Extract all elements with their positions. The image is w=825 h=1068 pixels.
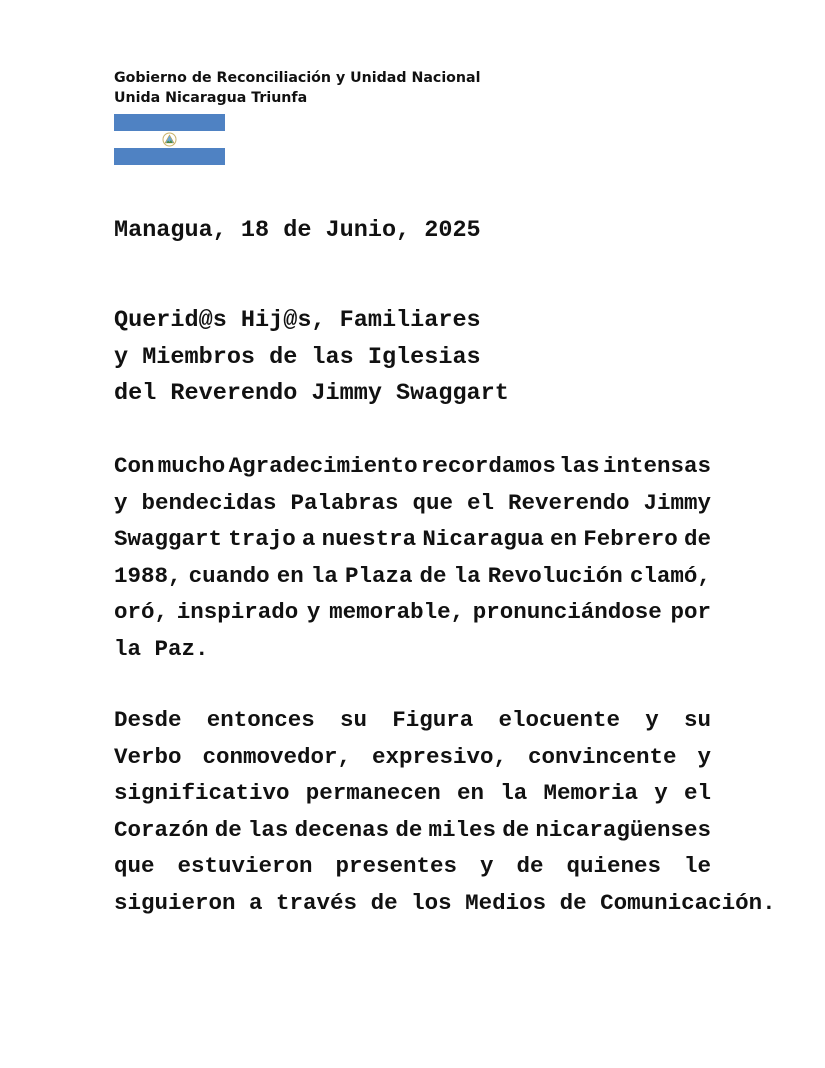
- paragraph-line: [114, 850, 711, 887]
- word: que: [114, 853, 155, 880]
- word: significativo: [114, 780, 290, 807]
- word: 1988,: [114, 562, 182, 589]
- coat-of-arms-icon: [162, 132, 177, 147]
- word: Revolución: [487, 562, 623, 589]
- paragraph-line: [114, 450, 711, 487]
- word: oró,: [114, 599, 169, 626]
- word: inspirado: [176, 599, 299, 626]
- word: el: [466, 489, 494, 516]
- word: Reverendo: [507, 489, 630, 516]
- word: la: [114, 635, 142, 662]
- word: convincente: [527, 743, 677, 770]
- word: siguieron: [114, 889, 236, 916]
- paragraph-line: [114, 633, 711, 670]
- word: expresivo,: [371, 743, 508, 770]
- word: la: [500, 780, 528, 807]
- word: pronunciándose: [472, 599, 662, 626]
- government-slogan: Unida Nicaragua Triunfa: [114, 90, 308, 106]
- word: intensas: [602, 453, 711, 479]
- word: entonces: [206, 707, 315, 733]
- word: Desde: [114, 707, 182, 733]
- word: de: [214, 816, 242, 843]
- word: y: [697, 743, 711, 770]
- government-name: Gobierno de Reconciliación y Unidad Nacional: [114, 70, 481, 86]
- word: través: [276, 889, 358, 916]
- word: estuvieron: [177, 853, 313, 880]
- word: de: [559, 889, 587, 916]
- word: permanecen: [305, 780, 441, 807]
- word: Paz.: [154, 635, 209, 662]
- paragraph-line: [114, 596, 711, 633]
- word: en: [550, 526, 578, 553]
- word: Febrero: [583, 526, 678, 553]
- word: y: [306, 599, 321, 626]
- word: conmovedor,: [202, 743, 352, 770]
- letter-date: Managua, 18 de Junio, 2025: [114, 217, 481, 244]
- paragraph-line: [114, 523, 711, 560]
- word: su: [339, 707, 367, 733]
- word: Memoria: [543, 780, 638, 807]
- word: Con: [114, 453, 155, 479]
- word: recordamos: [420, 453, 556, 479]
- word: a: [301, 526, 316, 553]
- word: Swaggart: [114, 526, 223, 553]
- paragraph-line: [114, 487, 711, 524]
- word: de: [683, 526, 711, 553]
- word: quienes: [566, 853, 661, 880]
- paragraph-1: [114, 450, 711, 670]
- word: Medios: [465, 889, 547, 916]
- word: las: [559, 453, 600, 479]
- word: de: [502, 816, 530, 843]
- salutation-line: Querid@s Hij@s, Familiares: [114, 307, 481, 334]
- word: de: [370, 889, 398, 916]
- word: de: [395, 816, 423, 843]
- paragraph-line: [114, 887, 776, 924]
- word: a: [249, 889, 263, 916]
- word: la: [453, 562, 481, 589]
- word: Comunicación.: [600, 889, 776, 916]
- word: el: [683, 780, 711, 807]
- word: de: [419, 562, 447, 589]
- word: elocuente: [498, 707, 620, 733]
- salutation: [114, 305, 509, 415]
- nicaragua-flag-icon: [114, 114, 225, 165]
- word: y: [654, 780, 668, 807]
- paragraph-line: [114, 704, 711, 741]
- word: y: [114, 489, 128, 516]
- word: Corazón: [114, 816, 209, 843]
- word: miles: [428, 816, 497, 843]
- word: y: [479, 853, 494, 880]
- paragraph-line: [114, 560, 711, 597]
- word: nicaragüenses: [535, 816, 711, 843]
- word: en: [276, 562, 304, 589]
- paragraph-2: [114, 704, 776, 924]
- word: bendecidas: [141, 489, 277, 516]
- letterhead: [114, 68, 480, 108]
- flag-bottom-band: [114, 148, 225, 165]
- word: y: [645, 707, 659, 733]
- paragraph-line: [114, 741, 711, 778]
- word: que: [412, 489, 453, 516]
- word: Plaza: [344, 562, 413, 589]
- paragraph-line: [114, 814, 711, 851]
- word: las: [247, 816, 289, 843]
- word: Figura: [392, 707, 474, 733]
- word: memorable,: [329, 599, 465, 626]
- word: los: [411, 889, 452, 916]
- flag-top-band: [114, 114, 225, 131]
- word: su: [683, 707, 711, 733]
- word: Jimmy: [643, 489, 711, 516]
- word: le: [683, 853, 711, 880]
- word: mucho: [157, 453, 226, 479]
- word: trajo: [228, 526, 296, 553]
- salutation-line: y Miembros de las Iglesias: [114, 343, 481, 371]
- word: presentes: [335, 853, 458, 880]
- word: decenas: [294, 816, 390, 843]
- word: nuestra: [321, 526, 417, 553]
- word: cuando: [188, 562, 270, 589]
- word: la: [310, 562, 338, 589]
- paragraph-line: [114, 777, 711, 814]
- word: clamó,: [629, 562, 711, 589]
- word: Palabras: [290, 489, 399, 516]
- word: por: [670, 599, 711, 626]
- word: Verbo: [114, 743, 182, 770]
- word: Nicaragua: [422, 526, 544, 553]
- word: de: [516, 853, 544, 880]
- word: Agradecimiento: [228, 453, 418, 479]
- word: en: [457, 780, 485, 807]
- salutation-line: del Reverendo Jimmy Swaggart: [114, 380, 509, 407]
